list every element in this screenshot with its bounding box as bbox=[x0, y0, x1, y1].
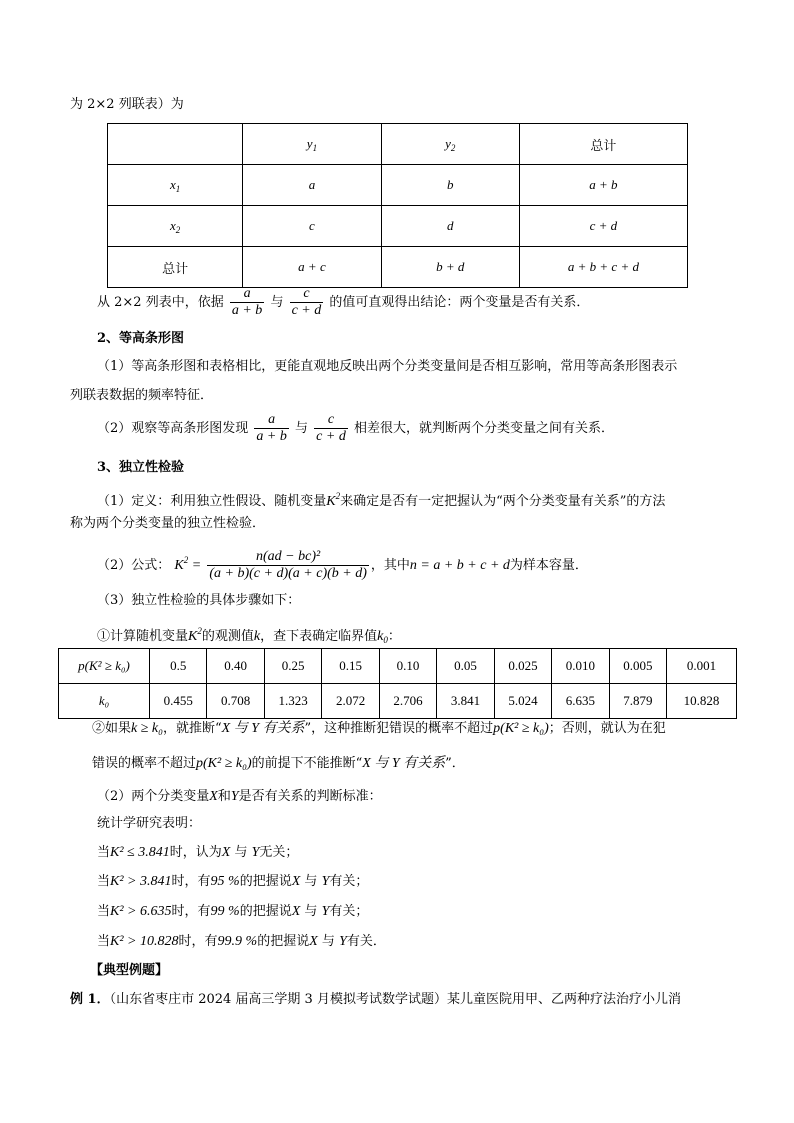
criteria-heading bbox=[97, 788, 382, 806]
section-2-p1-line2: 列联表数据的频率特征． bbox=[70, 388, 214, 403]
step-1-line bbox=[97, 622, 401, 649]
criteria-text: 与 bbox=[304, 904, 318, 919]
k-value-cell: 1.323 bbox=[264, 684, 321, 719]
k-value-cell: 5.024 bbox=[494, 684, 551, 719]
example-1-label: 例 1． bbox=[70, 992, 110, 1007]
contingency-table bbox=[107, 123, 688, 288]
variable-y: Y bbox=[321, 904, 330, 919]
criteria-item bbox=[97, 873, 368, 891]
table-cell: a bbox=[243, 165, 381, 206]
criteria-text: 当 bbox=[97, 874, 111, 889]
k-value-cell: 2.072 bbox=[322, 684, 379, 719]
step-1-text-c: ，查下表确定临界值 bbox=[260, 629, 378, 644]
p-value-cell: 0.010 bbox=[552, 649, 609, 684]
table-row-label-x2: $x_2$ bbox=[108, 206, 243, 247]
ratio-sentence bbox=[97, 286, 589, 320]
criteria-text: 时，有 bbox=[171, 904, 211, 919]
step-2-condition: k ≥ k₀ bbox=[131, 721, 163, 736]
table-cell: d bbox=[381, 206, 519, 247]
critical-value-table bbox=[58, 648, 737, 719]
confidence-percent: 99 % bbox=[210, 904, 240, 919]
criteria-condition: K² > 10.828 bbox=[110, 934, 179, 949]
step-2-relation: X 与 Y 有关系 bbox=[362, 756, 446, 771]
k-squared-symbol: $K^2$ bbox=[188, 626, 202, 644]
criteria-item bbox=[97, 903, 368, 921]
table-row bbox=[59, 649, 737, 684]
table-row bbox=[108, 206, 688, 247]
definition-line1 bbox=[97, 487, 665, 511]
criteria-condition: K² > 3.841 bbox=[110, 874, 172, 889]
variable-x: X bbox=[291, 874, 301, 889]
criteria-text: 的把握说 bbox=[239, 874, 292, 889]
criteria-text: 与 bbox=[234, 845, 248, 860]
variable-y: Y bbox=[321, 874, 330, 889]
table-row-label-total: 总计 bbox=[108, 247, 243, 288]
step-2-line1 bbox=[92, 720, 666, 738]
variable-y: Y bbox=[230, 789, 239, 804]
section-2-heading: 2、等高条形图 bbox=[97, 331, 185, 346]
step-2-text: ②如果 bbox=[92, 721, 132, 736]
definition-text-b: 来确定是否有一定把握认为“两个分类变量有关系”的方法 bbox=[340, 494, 666, 509]
k-value-cell: 0.708 bbox=[207, 684, 264, 719]
table-header-row bbox=[108, 124, 688, 165]
step-1-text-a: ①计算随机变量 bbox=[97, 629, 189, 644]
section-3-heading: 3、独立性检验 bbox=[97, 460, 185, 475]
variable-x: X bbox=[309, 934, 318, 949]
variable-x: X bbox=[221, 845, 231, 860]
step-2-text: ”． bbox=[445, 756, 465, 771]
p-value-cell: 0.40 bbox=[207, 649, 264, 684]
k0-symbol: $k_0$ bbox=[377, 629, 388, 645]
criteria-text: 与 bbox=[321, 934, 335, 949]
criteria-text: 无关； bbox=[259, 845, 299, 860]
k-value-cell: 6.635 bbox=[552, 684, 609, 719]
formula-post-c: 为样本容量． bbox=[509, 558, 588, 573]
criteria-text: 的把握说 bbox=[239, 904, 292, 919]
criteria-text: 时，有 bbox=[171, 874, 211, 889]
criteria-text: 时，有 bbox=[178, 934, 218, 949]
step-1-colon: ： bbox=[387, 629, 401, 644]
criteria-text: 有关． bbox=[346, 934, 386, 949]
k-squared-formula-fraction: $\frac{\text{n(ad − bc)²}}{(a + b)(c + d)(a + c)(b + d)}$ bbox=[209, 549, 367, 581]
formula-line bbox=[97, 542, 588, 584]
k-squared-symbol: $K^2$ bbox=[326, 491, 341, 509]
table-cell: a + b bbox=[519, 165, 687, 206]
ratio-text-pre: 从 2×2 列表中，依据 bbox=[97, 295, 224, 310]
variable-x: X bbox=[209, 789, 218, 804]
sample-size-formula: n = a + b + c + d bbox=[409, 558, 510, 573]
criteria-text: 时，认为 bbox=[169, 845, 222, 860]
table-cell: b + d bbox=[381, 247, 519, 288]
criteria-text: 有关； bbox=[329, 874, 369, 889]
section-2-p2-post: 相差很大，就判断两个分类变量之间有关系． bbox=[353, 421, 614, 436]
section-2-p1-line1: （1）等高条形图和表格相比，更能直观地反映出两个分类变量间是否相互影响，常用等高条形图表示 bbox=[97, 359, 678, 374]
criteria-item bbox=[97, 933, 386, 951]
variable-y: Y bbox=[251, 845, 260, 860]
p-value-cell: 0.10 bbox=[379, 649, 436, 684]
ratio-text-post: 的值可直观得出结论：两个变量是否有关系． bbox=[329, 295, 590, 310]
variable-y: Y bbox=[339, 934, 347, 949]
step-2-relation: X 与 Y 有关系 bbox=[221, 721, 305, 736]
criteria-heading-text: 和 bbox=[217, 789, 231, 804]
k0-row-label: k₀ bbox=[59, 684, 150, 719]
fraction-c-over-cd: $\frac{c}{c + d}$ bbox=[316, 412, 346, 444]
fraction-a-over-ab: $\frac{a}{a + b}$ bbox=[256, 412, 287, 444]
step-2-text: ，就推断“ bbox=[163, 721, 222, 736]
section-2-p2-pre: （2）观察等高条形图发现 bbox=[97, 421, 249, 436]
step-1-text-b: 的观测值 bbox=[201, 629, 254, 644]
criteria-heading-text: （2）两个分类变量 bbox=[97, 789, 210, 804]
k-squared-symbol: $K^2$ = bbox=[174, 555, 202, 573]
step-2-text: 的前提下不能推断“ bbox=[251, 756, 363, 771]
examples-heading: 【典型例题】 bbox=[90, 963, 169, 978]
table-cell: c bbox=[243, 206, 381, 247]
p-value-cell: 0.25 bbox=[264, 649, 321, 684]
table-corner-cell bbox=[108, 124, 243, 165]
p-value-cell: 0.5 bbox=[150, 649, 207, 684]
variable-x: X bbox=[291, 904, 301, 919]
k-symbol: k bbox=[253, 629, 261, 644]
p-value-cell: 0.001 bbox=[667, 649, 737, 684]
criteria-text: 与 bbox=[304, 874, 318, 889]
example-1 bbox=[70, 991, 681, 1009]
p-value-cell: 0.025 bbox=[494, 649, 551, 684]
k-value-cell: 7.879 bbox=[609, 684, 666, 719]
confidence-percent: 99.9 % bbox=[217, 934, 258, 949]
p-row-label: p(K² ≥ k₀) bbox=[59, 649, 150, 684]
criteria-condition: K² > 6.635 bbox=[110, 904, 172, 919]
table-header-y2: $y_2$ bbox=[381, 124, 519, 165]
p-value-cell: 0.05 bbox=[437, 649, 494, 684]
steps-heading: （3）独立性检验的具体步骤如下： bbox=[97, 593, 301, 608]
criteria-item bbox=[97, 844, 298, 862]
table-cell: b bbox=[381, 165, 519, 206]
step-2-probability: p(K² ≥ k₀) bbox=[196, 756, 252, 771]
k-value-cell: 2.706 bbox=[379, 684, 436, 719]
section-2-p2 bbox=[97, 412, 614, 446]
formula-label: （2）公式： bbox=[97, 558, 171, 573]
table-header-y1: $y_1$ bbox=[243, 124, 381, 165]
step-2-line2 bbox=[92, 755, 465, 773]
confidence-percent: 95 % bbox=[210, 874, 240, 889]
step-2-text: ；否则，就认为在犯 bbox=[548, 721, 666, 736]
definition-text-a: （1）定义：利用独立性假设、随机变量 bbox=[97, 494, 327, 509]
p-value-cell: 0.15 bbox=[322, 649, 379, 684]
ratio-text-mid: 与 bbox=[270, 295, 284, 310]
table-header-total: 总计 bbox=[519, 124, 687, 165]
section-2-p2-mid: 与 bbox=[295, 421, 309, 436]
criteria-text: 当 bbox=[97, 934, 111, 949]
table-row-label-x1: $x_1$ bbox=[108, 165, 243, 206]
criteria-intro: 统计学研究表明： bbox=[97, 816, 202, 831]
fraction-c-over-cd: $\frac{c}{c + d}$ bbox=[291, 286, 322, 318]
k-value-cell: 0.455 bbox=[150, 684, 207, 719]
step-2-probability: p(K² ≥ k₀) bbox=[493, 721, 549, 736]
step-2-text: 错误的概率不超过 bbox=[92, 756, 197, 771]
table-row bbox=[59, 684, 737, 719]
table-row bbox=[108, 165, 688, 206]
formula-post-a: ，其中 bbox=[370, 558, 410, 573]
example-1-text: （山东省枣庄市 2024 届高三学期 3 月模拟考试数学试题）某儿童医院用甲、乙两种疗法治疗小儿消 bbox=[109, 992, 681, 1007]
k-value-cell: 10.828 bbox=[667, 684, 737, 719]
step-2-text: ”，这种推断犯错误的概率不超过 bbox=[304, 721, 494, 736]
k-value-cell: 3.841 bbox=[437, 684, 494, 719]
intro-line: 为 2×2 列联表）为 bbox=[70, 97, 184, 112]
table-cell: a + c bbox=[243, 247, 381, 288]
criteria-text: 当 bbox=[97, 845, 111, 860]
criteria-text: 当 bbox=[97, 904, 111, 919]
definition-line2: 称为两个分类变量的独立性检验． bbox=[70, 516, 266, 531]
criteria-condition: K² ≤ 3.841 bbox=[110, 845, 170, 860]
fraction-a-over-ab: $\frac{a}{a + b}$ bbox=[231, 286, 263, 318]
p-value-cell: 0.005 bbox=[609, 649, 666, 684]
table-cell: c + d bbox=[519, 206, 687, 247]
criteria-text: 有关； bbox=[329, 904, 369, 919]
table-row bbox=[108, 247, 688, 288]
criteria-text: 的把握说 bbox=[257, 934, 310, 949]
table-cell: a + b + c + d bbox=[519, 247, 687, 288]
criteria-heading-text: 是否有关系的判断标准： bbox=[238, 789, 382, 804]
